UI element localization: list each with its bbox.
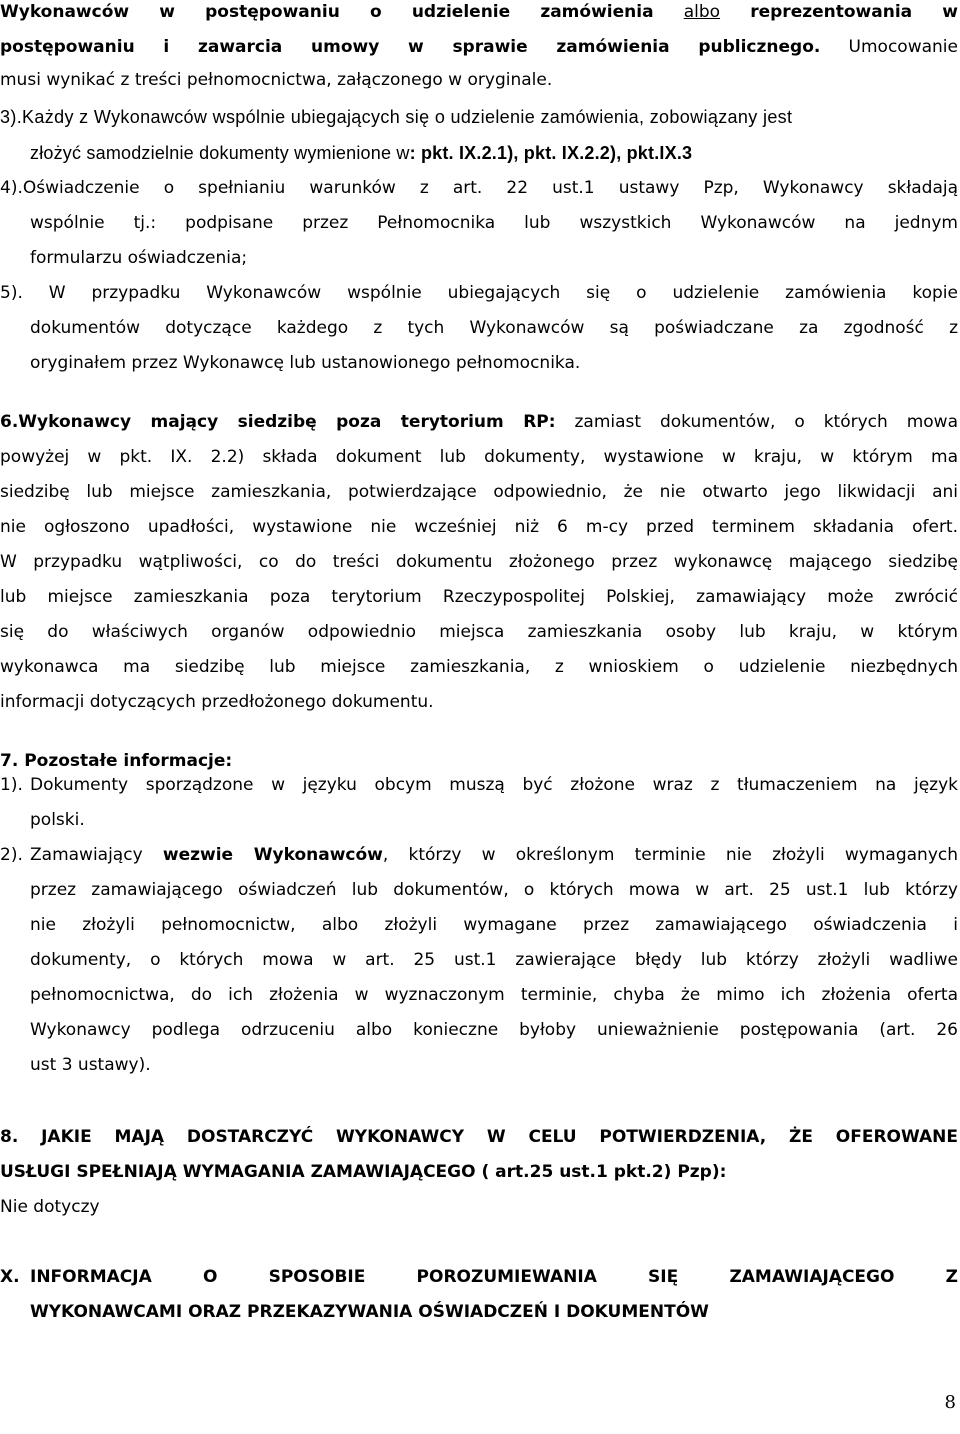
point-6-line-3: siedzibę lub miejsce zamieszkania, potwierdzające odpowiednio, że nie otwarto jego likwidacji ani — [0, 482, 958, 502]
point-6-line-9: informacji dotyczących przedłożonego dokumentu. — [0, 692, 434, 712]
point-4-line-3: formularzu oświadczenia; — [30, 248, 248, 268]
intro-line-3: musi wynikać z treści pełnomocnictwa, załączonego w oryginale. — [0, 70, 553, 90]
item-2-line-6: Wykonawcy podlega odrzuceniu albo konieczne byłoby unieważnienie postępowania (art. 26 — [30, 1020, 958, 1040]
point-5-line-1: 5). W przypadku Wykonawców wspólnie ubiegających się o udzielenie zamówienia kopie — [0, 283, 958, 303]
point-5-line-2: dokumentów dotyczące każdego z tych Wykonawców są poświadczane za zgodność z — [30, 318, 958, 338]
section-8-heading-line-2: USŁUGI SPEŁNIAJĄ WYMAGANIA ZAMAWIAJĄCEGO ( art.25 ust.1 pkt.2) Pzp): — [0, 1162, 727, 1182]
point-3-line-1: 3).Każdy z Wykonawców wspólnie ubiegających się o udzielenie zamówienia, zobowiązany jest — [0, 107, 793, 127]
point-4-line-2: wspólnie tj.: podpisane przez Pełnomocnika lub wszystkich Wykonawców na jednym — [30, 213, 958, 233]
item-2-line-4: dokumenty, o których mowa w art. 25 ust.1 zawierające błędy lub którzy złożyli wadliwe — [30, 950, 958, 970]
item-2-line-1: Zamawiający wezwie Wykonawców, którzy w określonym terminie nie złożyli wymaganych — [30, 845, 958, 865]
point-6-line-2: powyżej w pkt. IX. 2.2) składa dokument lub dokumenty, wystawione w kraju, w którym ma — [0, 447, 958, 467]
section-x-heading-line-1: INFORMACJA O SPOSOBIE POROZUMIEWANIA SIĘ ZAMAWIAJĄCEGO Z — [30, 1267, 958, 1287]
point-6-line-6: lub miejsce zamieszkania poza terytorium Rzeczypospolitej Polskiej, zamawiający może zwrócić — [0, 587, 958, 607]
point-6-line-1: 6.Wykonawcy mający siedzibę poza terytorium RP: zamiast dokumentów, o których mowa — [0, 412, 958, 432]
section-7-heading: 7. Pozostałe informacje: — [0, 751, 233, 771]
point-3-line-2: złożyć samodzielnie dokumenty wymienione w: pkt. IX.2.1), pkt. IX.2.2), pkt.IX.3 — [30, 143, 693, 163]
item-2-line-7: ust 3 ustawy). — [30, 1055, 151, 1075]
section-8-heading-line-1: 8. JAKIE MAJĄ DOSTARCZYĆ WYKONAWCY W CELU POTWIERDZENIA, ŻE OFEROWANE — [0, 1127, 958, 1147]
point-4-line-1: 4).Oświadczenie o spełnianiu warunków z art. 22 ust.1 ustawy Pzp, Wykonawcy składają — [0, 178, 958, 198]
point-6-line-5: W przypadku wątpliwości, co do treści dokumentu złożonego przez wykonawcę mającego siedzibę — [0, 552, 958, 572]
item-1-line-1: Dokumenty sporządzone w języku obcym muszą być złożone wraz z tłumaczeniem na język — [30, 775, 958, 795]
item-2-line-2: przez zamawiającego oświadczeń lub dokumentów, o których mowa w art. 25 ust.1 lub którzy — [30, 880, 958, 900]
item-2-label: 2). — [0, 845, 23, 865]
item-1-line-2: polski. — [30, 810, 85, 830]
point-6-line-8: wykonawca ma siedzibę lub miejsce zamieszkania, z wnioskiem o udzielenie niezbędnych — [0, 657, 958, 677]
point-6-line-7: się do właściwych organów odpowiednio miejsca zamieszkania osoby lub kraju, w którym — [0, 622, 958, 642]
intro-line-2: postępowaniu i zawarcia umowy w sprawie zamówienia publicznego. Umocowanie — [0, 37, 958, 57]
item-2-line-3: nie złożyli pełnomocnictw, albo złożyli wymagane przez zamawiającego oświadczenia i — [30, 915, 958, 935]
item-2-line-5: pełnomocnictwa, do ich złożenia w wyznaczonym terminie, chyba że mimo ich złożenia oferta — [30, 985, 958, 1005]
underlined-word: albo — [683, 2, 721, 22]
section-8-note: Nie dotyczy — [0, 1197, 100, 1217]
point-6-line-4: nie ogłoszono upadłości, wystawione nie wcześniej niż 6 m-cy przed terminem składania ofert. — [0, 517, 958, 537]
page-number: 8 — [944, 1392, 956, 1413]
point-5-line-3: oryginałem przez Wykonawcę lub ustanowionego pełnomocnika. — [30, 353, 581, 373]
section-x-label: X. — [0, 1267, 20, 1287]
item-1-label: 1). — [0, 775, 23, 795]
intro-line-1: Wykonawców w postępowaniu o udzielenie zamówienia albo reprezentowania w — [0, 2, 958, 22]
section-x-heading-line-2: WYKONAWCAMI ORAZ PRZEKAZYWANIA OŚWIADCZEŃ I DOKUMENTÓW — [30, 1302, 709, 1322]
